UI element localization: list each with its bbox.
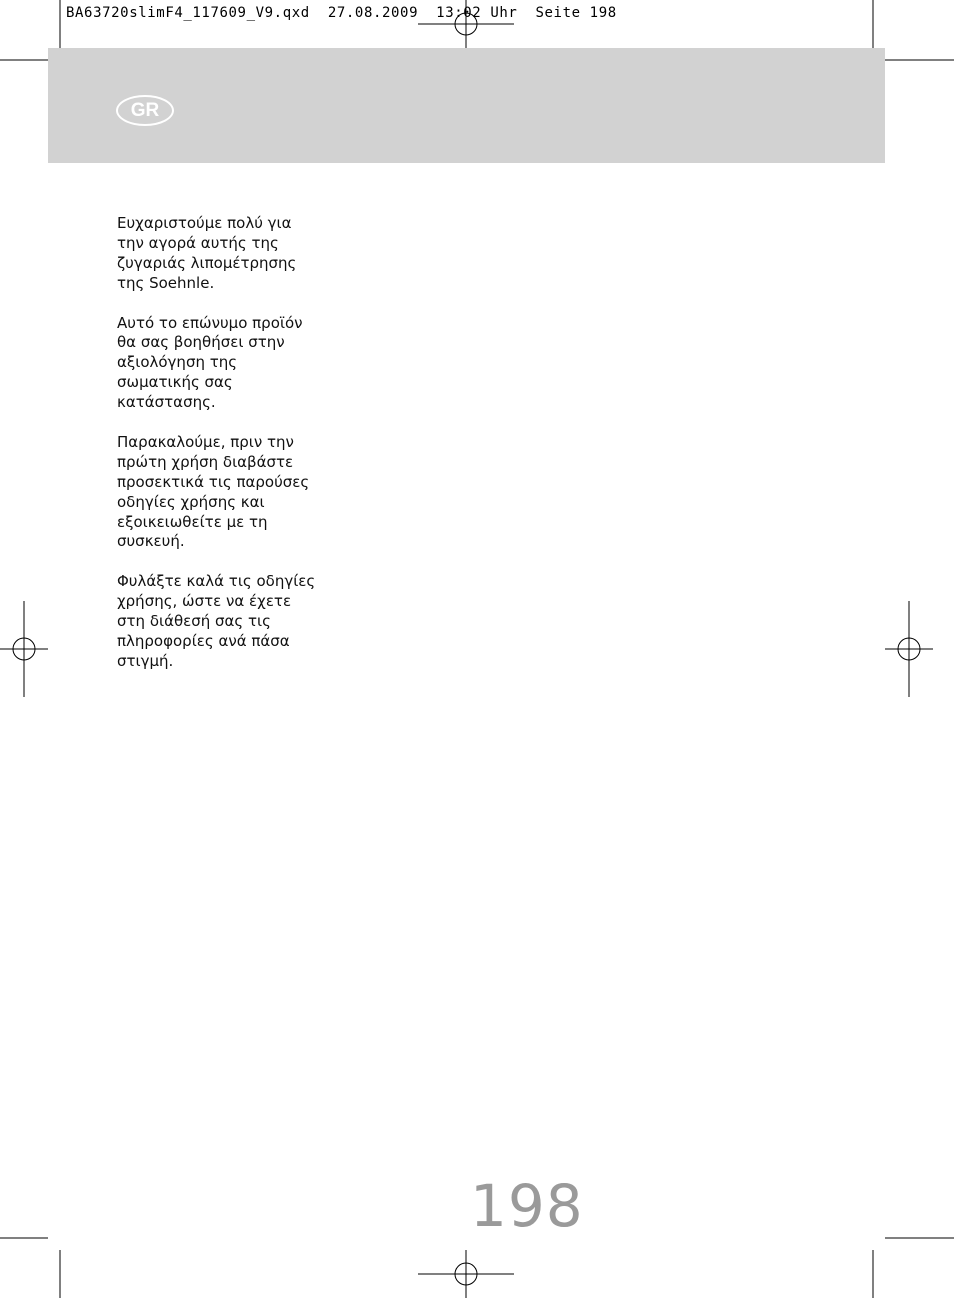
paragraph-product: Αυτό το επώνυμο προϊόν θα σας βοηθήσει στην αξιολόγηση της σωματικής σας κατάστασης. — [117, 313, 303, 412]
registration-mark-top — [418, 0, 514, 48]
print-slug-line: BA63720slimF4_117609_V9.qxd 27.08.2009 13:02 Uhr Seite 198 — [66, 5, 617, 21]
paragraph-keep-instructions: Φυλάξτε καλά τις οδηγίες χρήσης, ώστε να έχετε στη διάθεσή σας τις πληροφορίες ανά πάσα στιγμή. — [117, 572, 316, 670]
page-number: 198 — [470, 1172, 584, 1240]
registration-mark-left — [0, 601, 48, 697]
paragraph-read-instructions: Παρακαλούμε, πριν την πρώτη χρήση διαβάστε προσεκτικά τις παρούσες οδηγίες χρήσης και εξοικειωθείτε με τη συσκευή. — [117, 432, 310, 551]
paragraph-thanks: Ευχαριστούμε πολύ για την αγορά αυτής της ζυγαριάς λιπομέτρησης της Soehnle. — [117, 214, 297, 292]
language-badge: GR — [116, 95, 174, 126]
registration-mark-right — [885, 601, 933, 697]
registration-mark-bottom — [418, 1250, 514, 1298]
